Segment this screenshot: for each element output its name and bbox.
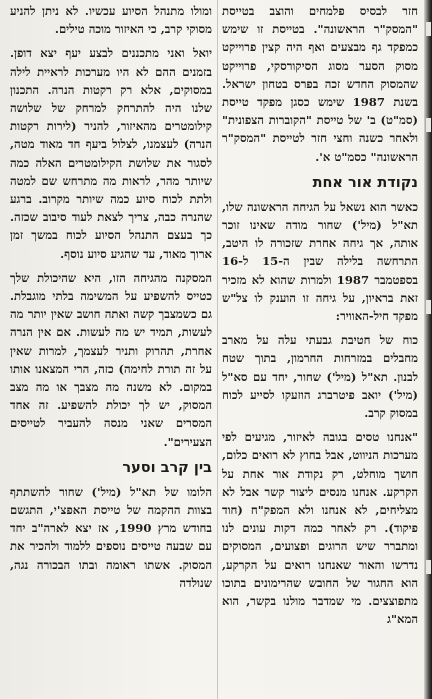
section-heading: בין קרב וסער [122, 459, 212, 476]
article-column-right [222, 0, 418, 699]
paragraph: חזר לבסיס פלמחים והוצב בטייסת "המסק"ר הראשונה". בטייסת זו שימש כמפקד גף מבצעים ואף היה קצין פרוייקט מסוק הסער מסוג הסיקורסקי, פרוייקט שהמסוק החדש זכה בפרס בטחון ישראל. בשנת 1987 שימש כסגן מפקד טייסת (סמ"ט) ב' של טייסת "הקוברות הצפונית" ולאחר כשנה וחצי חזר לטייסת "המסק"ר הראשונה" כסמ"ט א'. [222, 4, 418, 164]
edge-mark [426, 118, 431, 132]
edge-mark [426, 300, 431, 314]
section-heading: נקודת אור אחת [312, 174, 418, 191]
paragraph: כוח של חטיבת גבעתי עלה על מארב מחבלים במזרחות החרמון, בתוך שטח לבנון. תא"ל (מיל') שחור, יחד עם סא"ל (מיל') יואב פיטרברג הוזעקו לסייע לכוח במסוק קרב. [222, 333, 418, 421]
paragraph: יואל ואני מתכננים לבצע יעף יצא דופן. בזמנים ההם לא היו מערכות לראיית לילה במסוקים, אלא רק רקטות הנרה. התכנון שלנו היה להתרחק למרחק של שלושה קילומטרים מהאיזור, להניר (לירות רקטות הנרה) לעצמנו, לצלול ביעף חד מאוד מטה, לסגור את שלושת הקילומטרים האלה כמה שיותר מהר, לראות מה מתרחש שם למטה ולתת לכוח סיוע כמה שיותר מקרוב. ברגע שהנרה כבה, צריך לצאת לעוד סיבוב שכזה. כך בעצם התנהל הסיוע לכוח במשך זמן ארוך מאוד, עד שהגיע סיוע נוסף. [10, 46, 212, 261]
paragraph: המסקנה מהגיחה הזו, היא שהיכולת שלך כטייס להשפיע על המשימה בלתי מוגבלת. גם כשמצבך קשה ואתה חושב שאין יותר מה לעשות, תמיד יש מה לעשות. אם אין הנרה אחרת, תהרוק ותניר לעצמך, למרות שאין על זה תורת לחימה) כזה, הרי המצאנו אותו במקום. לא משנה מה מצבך או מה מצב המסוק, יש לך יכולת להשפיע. זה אחד המסרים שאני מנסה להעביר לטייסים הצעירים". [10, 270, 212, 449]
paragraph: "אנחנו טסים בגובה לאיזור, מגיעים לפי מערכות הניווט, אבל בחוץ לא רואים כלום, חושך מוחלט, רק נקודת אור אחת על הקרקע. אנחנו מנסים ליצור קשר אבל לא מצליחים, לא אנחנו ולא המפק"ח (חוד פיקוד). רק לאחר כמה דקות עונים לנו ומתברר שיש הרוגים ופצועים, המסוקים נדרשו והאור שאנחנו רואים על הקרקע, הוא החגור של החובש שהרימונים בתוכו מתפוצצים. מי שמדבר מולנו בקשר, הוא המא"ג [222, 430, 418, 627]
column-divider [217, 0, 218, 699]
paragraph: ומולו מתנהל הסיוע עכשיו. לא ניתן להניע מסוקי קרב, כי האיזור מוכה טילים. [10, 4, 212, 37]
paragraph: הלומו של תא"ל (מיל') שחור להשתתף בצוות ההקמה של טייסת האפצ'י, התגשם בחודש מרץ 1990, אז יצא לארה"ב יחד עם שבעה טייסים נוספים ללמוד ולהכיר את המסוק. אשתו ראומה ובתו הבכורה נגה, שנולדה [10, 484, 212, 590]
edge-mark [426, 560, 431, 574]
article-column-left [10, 0, 212, 699]
page-binding-edge [424, 0, 432, 699]
edge-mark [426, 22, 431, 36]
paragraph: כאשר הוא נשאל על הגיחה הראשונה שלו, תא"ל (מיל') שחור מודה שאינו זוכר אותה, אך גיחה אחרת שזכורה לו היטב, התרחשה בלילה שבין ה-15 ל-16 בספטמבר 1987 ולמרות שהוא לא מזכיר זאת בראיון, על גיחה זו הוענק לו צל"ש מפקד חיל-האוויר: [222, 199, 418, 324]
